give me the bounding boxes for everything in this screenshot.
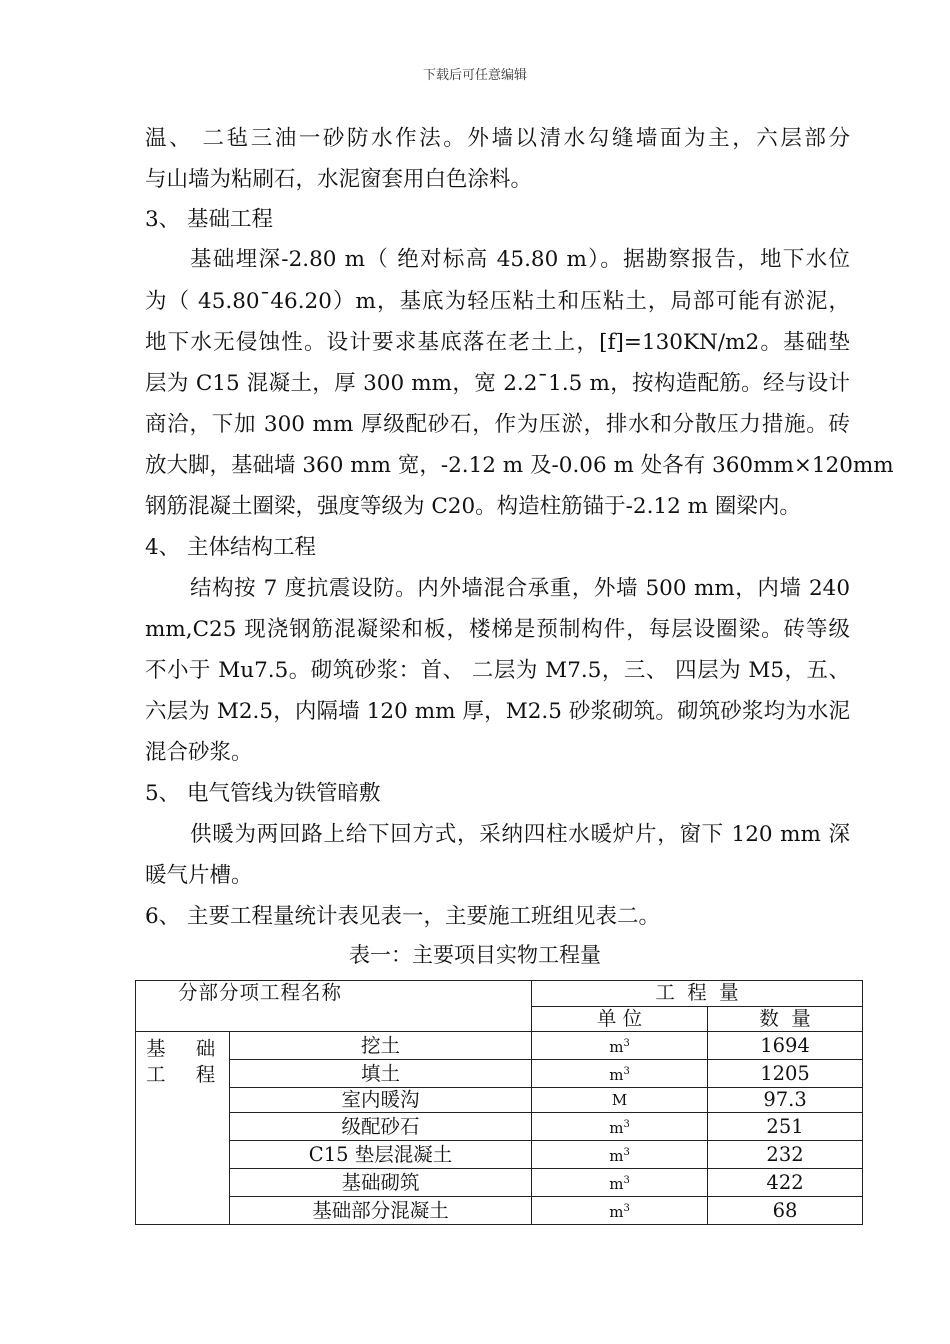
body-line: 六层为 M2.5，内隔墙 120 mm 厚，M2.5 砂浆砌筑。砌筑砂浆均为水泥 bbox=[145, 699, 850, 724]
item-quantity: 68 bbox=[708, 1197, 863, 1225]
group-label: 基 础 工 程 bbox=[136, 1032, 230, 1225]
unit-text: m bbox=[609, 1175, 624, 1193]
body-line: 不小于 Mu7.5。砌筑砂浆：首、 二层为 M7.5，三、 四层为 M5，五、 bbox=[145, 658, 850, 683]
quantity-table bbox=[135, 980, 863, 1225]
unit-superscript: 3 bbox=[623, 1147, 630, 1158]
item-unit bbox=[532, 1060, 708, 1088]
table-row bbox=[136, 1088, 863, 1113]
section-heading: 4、 主体结构工程 bbox=[145, 535, 317, 560]
unit-text: m bbox=[609, 1203, 624, 1221]
body-line: 放大脚，基础墙 360 mm 宽，-2.12 m 及-0.06 m 处各有 360mm×120mm bbox=[145, 453, 894, 478]
body-line: 暖气片槽。 bbox=[145, 863, 253, 888]
body-line: 温、 二毡三油一砂防水作法。外墙以清水勾缝墙面为主，六层部分 bbox=[145, 126, 850, 151]
item-quantity: 251 bbox=[708, 1113, 863, 1141]
item-unit bbox=[532, 1169, 708, 1197]
page-header: 下载后可任意编辑 bbox=[422, 68, 527, 83]
table-row bbox=[136, 1141, 863, 1169]
unit-superscript: 3 bbox=[623, 1175, 630, 1186]
body-line: 地下水无侵蚀性。设计要求基底落在老土上，[f]=130KN/m2。基础垫 bbox=[145, 330, 850, 355]
item-name: C15 垫层混凝土 bbox=[230, 1141, 532, 1169]
table-row bbox=[136, 1060, 863, 1088]
table-caption: 表一：主要项目实物工程量 bbox=[349, 943, 601, 967]
unit-superscript: 3 bbox=[623, 1119, 630, 1130]
item-unit bbox=[532, 1113, 708, 1141]
body-line: mm,C25 现浇钢筋混凝梁和板，楼梯是预制构件，每层设圈梁。砖等级 bbox=[145, 617, 850, 642]
header-quantity: 工 程 量 bbox=[532, 981, 863, 1007]
item-quantity: 97.3 bbox=[708, 1088, 863, 1113]
item-unit bbox=[532, 1141, 708, 1169]
item-quantity: 232 bbox=[708, 1141, 863, 1169]
item-name: 级配砂石 bbox=[230, 1113, 532, 1141]
unit-superscript: 3 bbox=[623, 1038, 630, 1049]
unit-superscript: 3 bbox=[623, 1066, 630, 1077]
section-heading: 5、 电气管线为铁管暗敷 bbox=[145, 781, 381, 806]
body-line: 钢筋混凝土圈梁，强度等级为 C20。构造柱筋锚于-2.12 m 圈梁内。 bbox=[145, 494, 801, 519]
item-name: 基础砌筑 bbox=[230, 1169, 532, 1197]
table-row bbox=[136, 1032, 863, 1060]
item-quantity: 422 bbox=[708, 1169, 863, 1197]
table-row bbox=[136, 1197, 863, 1225]
body-line: 商洽，下加 300 mm 厚级配砂石，作为压淤，排水和分散压力措施。砖 bbox=[145, 412, 850, 437]
header-unit: 单 位 bbox=[532, 1006, 708, 1032]
unit-text: m bbox=[609, 1147, 624, 1165]
unit-text: m bbox=[609, 1038, 624, 1056]
unit-text: M bbox=[611, 1091, 628, 1109]
table-row bbox=[136, 1169, 863, 1197]
header-name: 分部分项工程名称 bbox=[136, 981, 532, 1032]
body-line: 层为 C15 混凝土，厚 300 mm，宽 2.2¯1.5 m，按构造配筋。经与设计 bbox=[145, 371, 850, 396]
header-number: 数 量 bbox=[708, 1006, 863, 1032]
table-row bbox=[136, 1113, 863, 1141]
body-line: 混合砂浆。 bbox=[145, 740, 253, 765]
section-heading: 3、 基础工程 bbox=[145, 207, 274, 232]
item-unit bbox=[532, 1032, 708, 1060]
item-quantity: 1694 bbox=[708, 1032, 863, 1060]
item-quantity: 1205 bbox=[708, 1060, 863, 1088]
unit-text: m bbox=[609, 1119, 624, 1137]
section-heading: 6、 主要工程量统计表见表一，主要施工班组见表二。 bbox=[145, 904, 661, 929]
body-line: 基础埋深-2.80 m（ 绝对标高 45.80 m）。据勘察报告，地下水位 bbox=[190, 247, 850, 272]
item-name: 室内暖沟 bbox=[230, 1088, 532, 1113]
body-line: 为（ 45.80¯46.20）m，基底为轻压粘土和压粘土，局部可能有淤泥， bbox=[145, 289, 850, 314]
body-line: 结构按 7 度抗震设防。内外墙混合承重，外墙 500 mm，内墙 240 bbox=[190, 576, 850, 601]
item-name: 挖土 bbox=[230, 1032, 532, 1060]
body-line: 供暖为两回路上给下回方式，采纳四柱水暖炉片，窗下 120 mm 深 bbox=[190, 822, 850, 847]
item-name: 基础部分混凝土 bbox=[230, 1197, 532, 1225]
unit-superscript: 3 bbox=[623, 1203, 630, 1214]
item-name: 填土 bbox=[230, 1060, 532, 1088]
item-unit bbox=[532, 1088, 708, 1113]
unit-text: m bbox=[609, 1066, 624, 1084]
body-line: 与山墙为粘刷石，水泥窗套用白色涂料。 bbox=[145, 167, 533, 192]
item-unit bbox=[532, 1197, 708, 1225]
